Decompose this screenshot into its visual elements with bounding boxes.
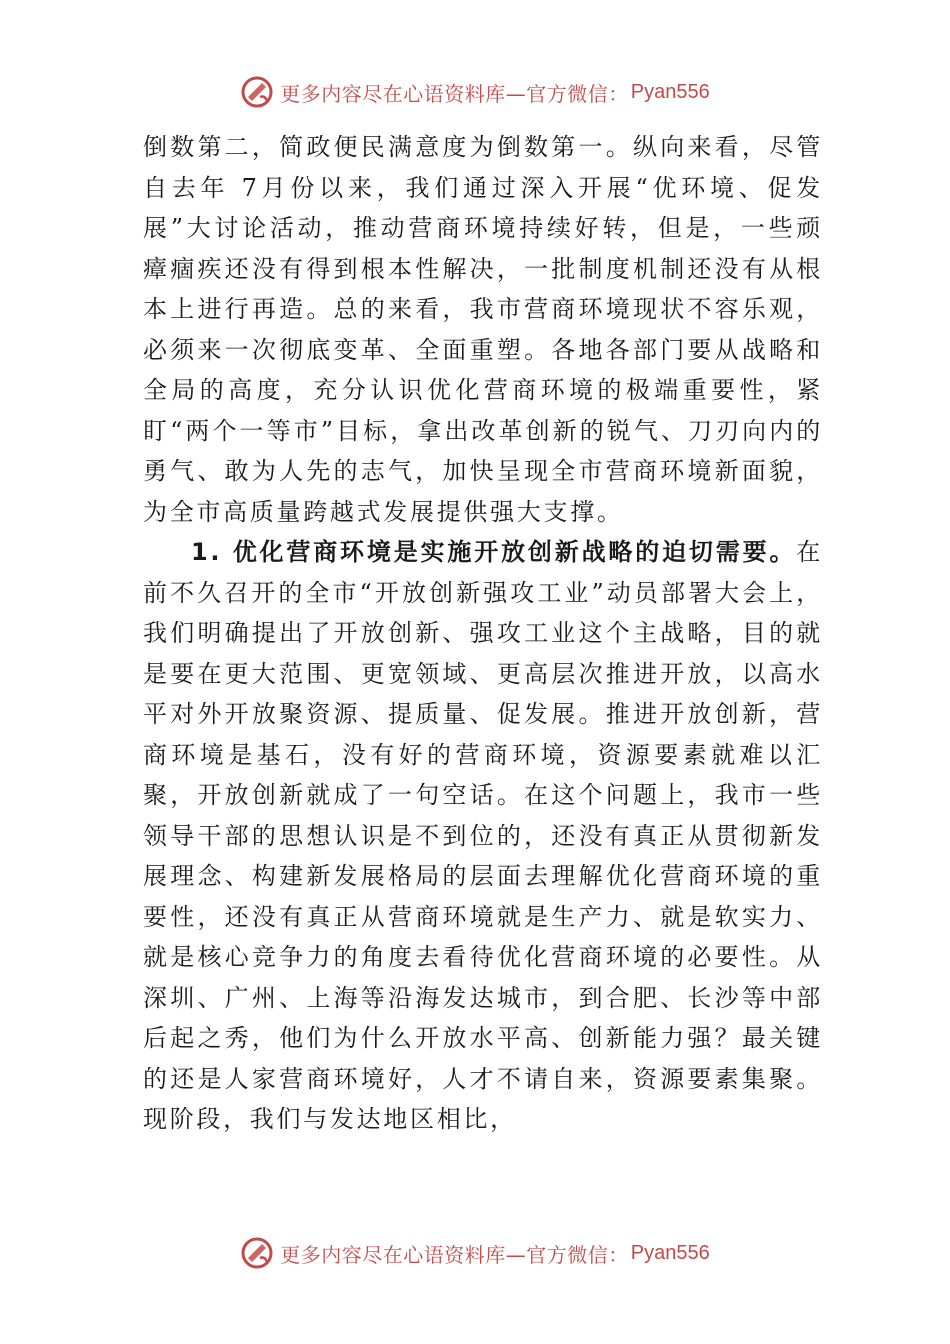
watermark-wechat-id: Pyan556 (630, 1241, 710, 1264)
document-body (143, 127, 823, 1140)
watermark-text: 更多内容尽在心语资料库—官方微信： (280, 1242, 629, 1267)
section-paragraph (143, 532, 823, 1140)
footer-watermark (0, 1233, 950, 1273)
header-watermark (0, 72, 950, 112)
section-heading: 优化营商环境是实施开放创新战略的迫切需要。 (232, 538, 797, 566)
watermark-logo-icon (240, 75, 274, 109)
watermark-logo-icon (240, 1236, 274, 1270)
paragraph-continued: 倒数第二，简政便民满意度为倒数第一。纵向来看，尽管自去年 7月份以来，我们通过深入开展“优环境、促发展”大讨论活动，推动营商环境持续好转，但是，一些顽瘴痼疾还没有得到根本性解决，一批制度机制还没有从根本上进行再造。总的来看，我市营商环境现状不容乐观，必须来一次彻底变革、全面重塑。各地各部门要从战略和全局的高度，充分认识优化营商环境的极端重要性，紧盯“两个一等市”目标，拿出改革创新的锐气、刀刃向内的勇气、敢为人先的志气，加快呈现全市营商环境新面貌，为全市高质量跨越式发展提供强大支撑。 (143, 133, 823, 526)
section-number: 1. (191, 538, 223, 566)
section-text: 在前不久召开的全市“开放创新强攻工业”动员部署大会上，我们明确提出了开放创新、强攻工业这个主战略，目的就是要在更大范围、更宽领域、更高层次推进开放，以高水平对外开放聚资源、提质量、促发展。推进开放创新，营商环境是基石，没有好的营商环境，资源要素就难以汇聚，开放创新就成了一句空话。在这个问题上，我市一些领导干部的思想认识是不到位的，还没有真正从贯彻新发展理念、构建新发展格局的层面去理解优化营商环境的重要性，还没有真正从营商环境就是生产力、就是软实力、就是核心竞争力的角度去看待优化营商环境的必要性。从深圳、广州、上海等沿海发达城市，到合肥、长沙等中部后起之秀，他们为什么开放水平高、创新能力强？最关键的还是人家营商环境好，人才不请自来，资源要素集聚。现阶段，我们与发达地区相比， (143, 538, 823, 1133)
watermark-wechat-id: Pyan556 (630, 80, 710, 103)
watermark-text: 更多内容尽在心语资料库—官方微信： (280, 81, 629, 106)
